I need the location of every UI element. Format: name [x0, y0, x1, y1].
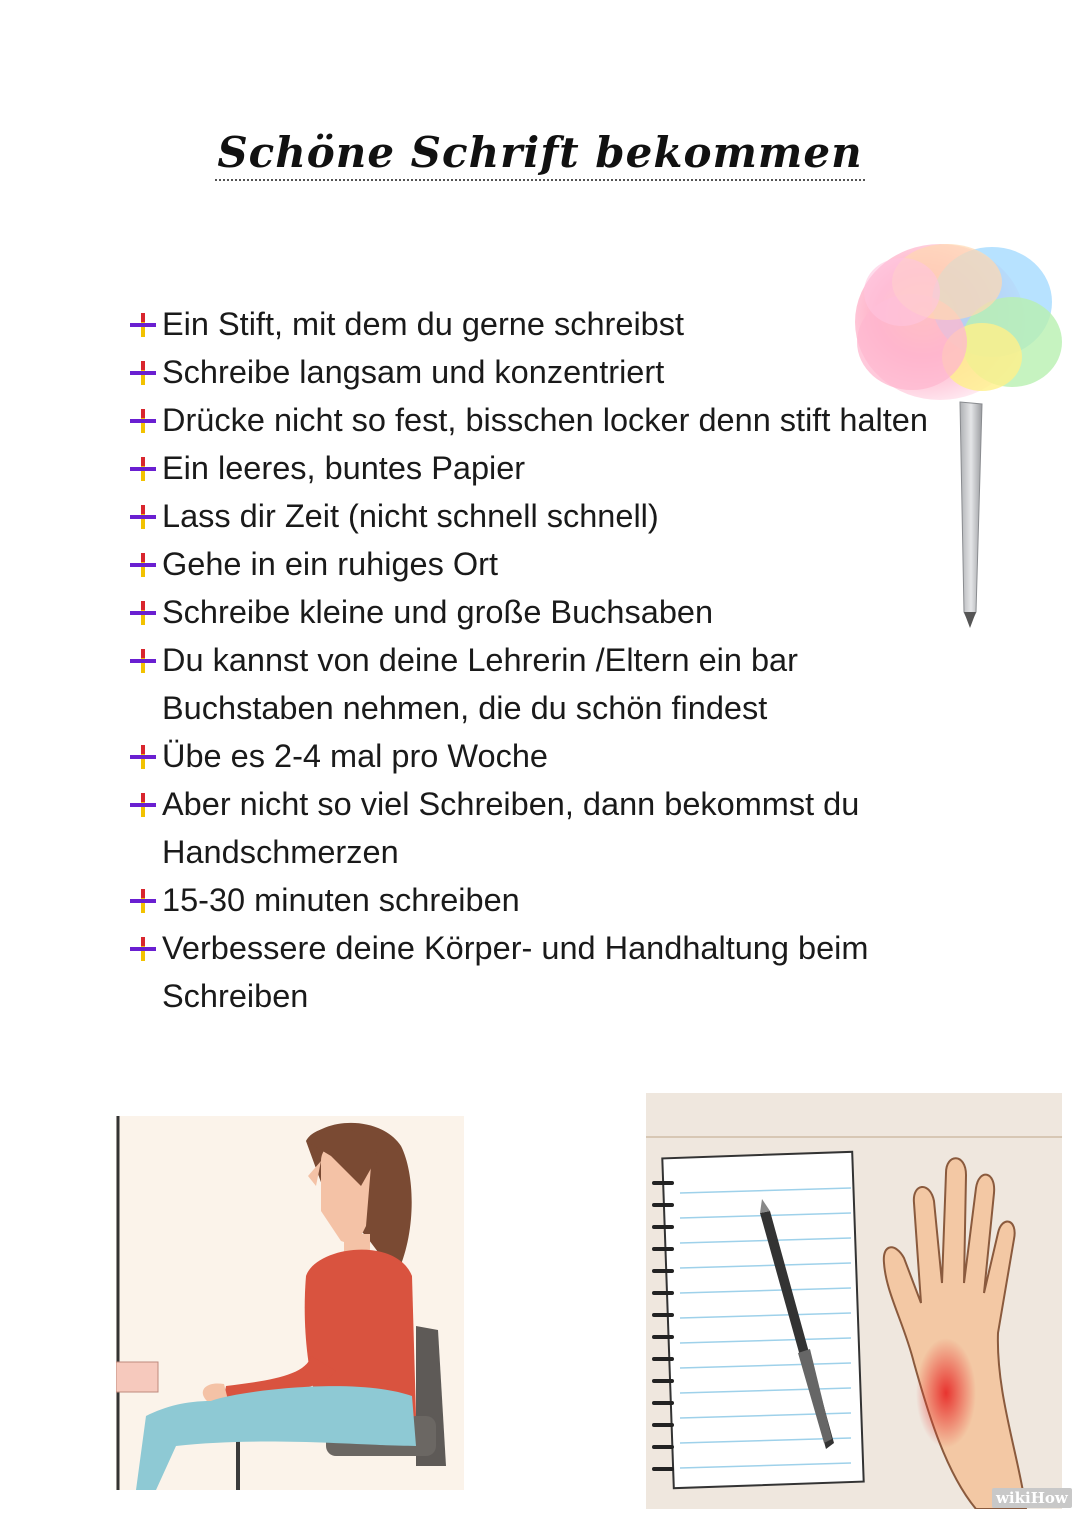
wikihow-watermark: wikiHow	[992, 1488, 1072, 1508]
tip-item	[126, 348, 956, 396]
tip-item	[126, 540, 956, 588]
tip-item	[126, 492, 956, 540]
page-title: Schöne Schrift bekommen	[0, 128, 1080, 181]
notebook-pen-hand-pain-illustration	[646, 1093, 1062, 1509]
tip-item	[126, 924, 956, 1020]
sitting-posture-illustration	[116, 1116, 464, 1490]
tip-text: Drücke nicht so fest, bisschen locker denn stift halten	[162, 402, 928, 438]
arrow-bullet-icon	[130, 409, 156, 433]
tip-text: Ein leeres, buntes Papier	[162, 450, 526, 486]
tip-item	[126, 300, 956, 348]
tip-text: Gehe in ein ruhiges Ort	[162, 546, 499, 582]
arrow-bullet-icon	[130, 745, 156, 769]
tip-text: Lass dir Zeit (nicht schnell schnell)	[162, 498, 659, 534]
arrow-bullet-icon	[130, 505, 156, 529]
tip-item	[126, 396, 956, 444]
tip-text: 15-30 minuten schreiben	[162, 882, 520, 918]
arrow-bullet-icon	[130, 313, 156, 337]
fluffy-rainbow-pen-icon	[842, 232, 1072, 632]
arrow-bullet-icon	[130, 457, 156, 481]
arrow-bullet-icon	[130, 889, 156, 913]
tip-text: Aber nicht so viel Schreiben, dann bekommst du Handschmerzen	[162, 786, 860, 870]
tip-item	[126, 444, 956, 492]
arrow-bullet-icon	[130, 937, 156, 961]
arrow-bullet-icon	[130, 649, 156, 673]
tips-list	[126, 300, 956, 1020]
arrow-bullet-icon	[130, 361, 156, 385]
tip-text: Ein Stift, mit dem du gerne schreibst	[162, 306, 685, 342]
arrow-bullet-icon	[130, 553, 156, 577]
tip-item	[126, 636, 956, 732]
arrow-bullet-icon	[130, 793, 156, 817]
tip-text: Übe es 2-4 mal pro Woche	[162, 738, 548, 774]
tip-item	[126, 588, 956, 636]
tip-text: Verbessere deine Körper- und Handhaltung beim Schreiben	[162, 930, 869, 1014]
tip-item	[126, 732, 956, 780]
tip-text: Schreibe langsam und konzentriert	[162, 354, 665, 390]
tip-item	[126, 780, 956, 876]
tip-text: Du kannst von deine Lehrerin /Eltern ein bar Buchstaben nehmen, die du schön findest	[162, 642, 798, 726]
tip-text: Schreibe kleine und große Buchsaben	[162, 594, 714, 630]
tip-item	[126, 876, 956, 924]
arrow-bullet-icon	[130, 601, 156, 625]
